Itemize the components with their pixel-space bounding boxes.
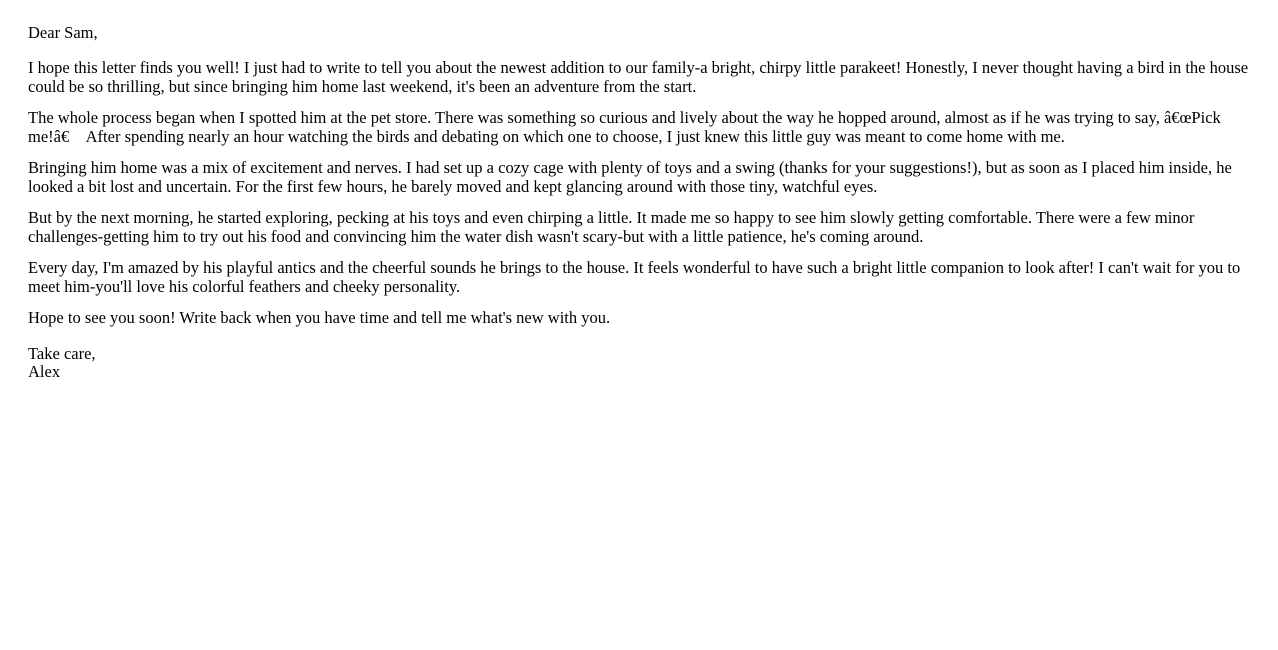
letter-signoff: Take care, Alex bbox=[28, 343, 96, 382]
letter-paragraph-1: I hope this letter finds you well! I just had to write to tell you about the newest addition to our family-a bright, chirpy little parakeet! Honestly, I never thought having a bird in the house could be so thrilling, but since bringing him home last weekend, it's been an adventure from the start. bbox=[28, 58, 1249, 96]
letter-paragraph-3: Bringing him home was a mix of excitement and nerves. I had set up a cozy cage with plenty of toys and a swing (thanks for your suggestions!), but as soon as I placed him inside, he looked a bit lost and uncertain. For the first few hours, he barely moved and kept glancing around with those tiny, watchful eyes. bbox=[28, 158, 1232, 196]
letter-paragraph-5: Every day, I'm amazed by his playful antics and the cheerful sounds he brings to the house. It feels wonderful to have such a bright little companion to look after! I can't wait for you to meet him-you'll love his colorful feathers and cheeky personality. bbox=[28, 258, 1241, 296]
letter-salutation: Dear Sam, bbox=[28, 23, 98, 42]
letter-paragraph-2: The whole process began when I spotted him at the pet store. There was something so curious and lively about the way he hopped around, almost as if he was trying to say, â€œPick me!â€ After spending nearly an hour watching the birds and debating on which one to choose, I just knew this little guy was meant to come home with me. bbox=[28, 108, 1221, 146]
letter-paragraph-4: But by the next morning, he started exploring, pecking at his toys and even chirping a little. It made me so happy to see him slowly getting comfortable. There were a few minor challenges-getting him to try out his food and convincing him the water dish wasn't scary-but with a little patience, he's coming around. bbox=[28, 208, 1195, 246]
letter-paragraph-6: Hope to see you soon! Write back when you have time and tell me what's new with you. bbox=[28, 308, 611, 328]
letter-body bbox=[28, 24, 1250, 382]
